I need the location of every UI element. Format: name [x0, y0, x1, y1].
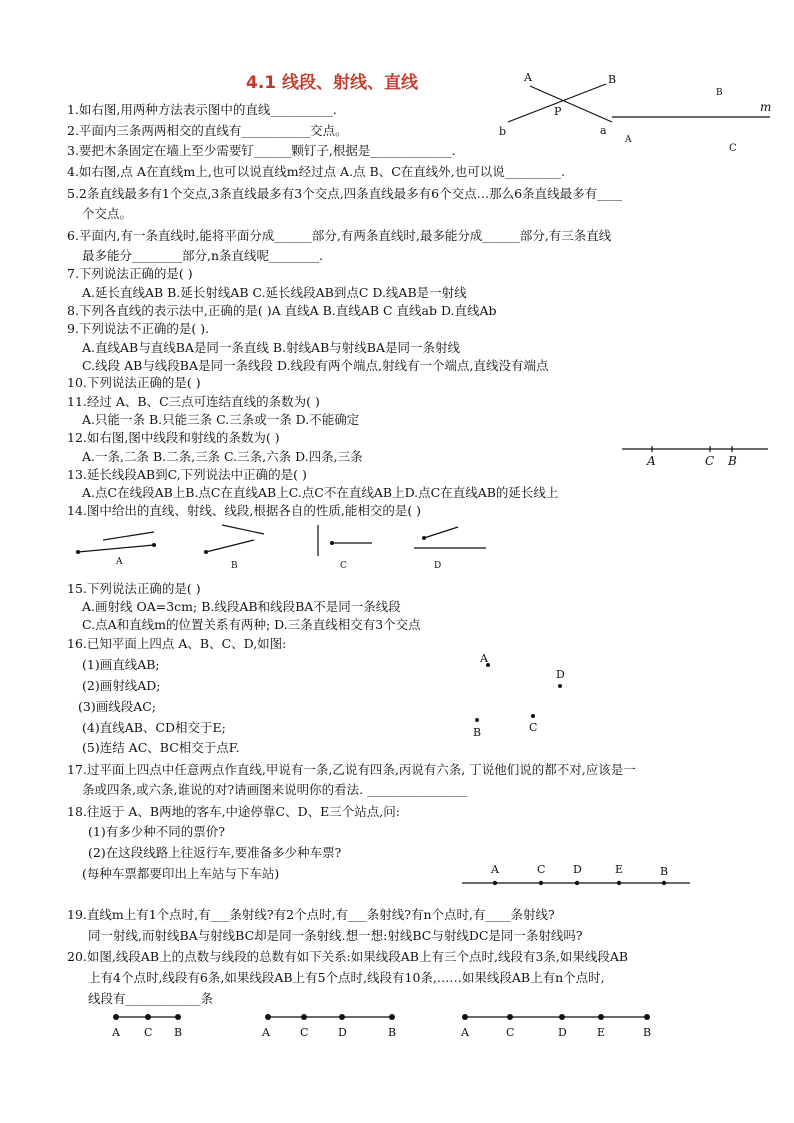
fig18-label-e: E: [615, 863, 624, 876]
fig14-a-dot2: [152, 543, 156, 547]
question-15-options-cd: C.点A和直线m的位置关系有两种; D.三条直线相交有3个交点: [82, 617, 421, 632]
fig20a-label-c: C: [144, 1026, 153, 1039]
question-19-line2: 同一射线,而射线BA与射线BC却是同一条射线.想一想:射线BC与射线DC是同一条射线吗?: [88, 928, 583, 943]
question-3: 3.要把木条固定在墙上至少需要钉______颗钉子,根据是_____________.: [67, 143, 456, 158]
fig20c-label-d: D: [558, 1026, 567, 1039]
fig4-label-b: B: [716, 88, 723, 98]
fig16-point-d: [558, 684, 562, 688]
question-20-line1: 20.如图,线段AB上的点数与线段的总数有如下关系:如果线段AB上有三个点时,线段有3条,如果线段AB: [67, 949, 629, 964]
fig14-a-dot1: [76, 550, 80, 554]
fig20b-label-a: A: [262, 1026, 270, 1039]
fig20c-label-e: E: [597, 1026, 606, 1039]
fig20a-label-b: B: [174, 1026, 183, 1039]
fig18-dot-d: [575, 881, 579, 885]
fig14-b-line: [206, 540, 254, 552]
fig20a-dot-a: [113, 1014, 119, 1020]
fig20b-dot-b: [389, 1014, 395, 1020]
question-12-options: A.一条,二条 B.二条,三条 C.三条,六条 D.四条,三条: [82, 449, 363, 464]
fig18-dot-a: [493, 881, 497, 885]
question-12: 12.如右图,图中线段和射线的条数为( ): [67, 430, 280, 445]
question-18-part1: (1)有多少种不同的票价?: [88, 824, 225, 839]
question-2: 2.平面内三条两两相交的直线有___________交点。: [67, 123, 348, 138]
fig20a-dot-c: [145, 1014, 151, 1020]
fig1-label-b: B: [608, 73, 617, 86]
question-15: 15.下列说法正确的是( ): [67, 581, 201, 596]
fig14-a-line: [78, 545, 154, 552]
fig12-label-c: C: [705, 454, 715, 468]
fig14-c-dot: [330, 541, 334, 545]
fig18-label-b: B: [660, 865, 669, 878]
fig18-dot-b: [662, 881, 666, 885]
fig14-b-dot: [204, 550, 208, 554]
question-7: 7.下列说法正确的是( ): [67, 266, 193, 281]
question-6-line1: 6.平面内,有一条直线时,能将平面分成______部分,有两条直线时,最多能分成______部分,有三条直线: [67, 228, 612, 243]
fig14-d-ray: [424, 527, 458, 538]
fig20c-label-c: C: [506, 1026, 515, 1039]
question-14: 14.图中给出的直线、射线、线段,根据各自的性质,能相交的是( ): [67, 503, 422, 518]
question-16-step3: (3)画线段AC;: [78, 699, 157, 714]
fig18-label-a: A: [491, 863, 499, 876]
question-9: 9.下列说法不正确的是( ).: [67, 321, 210, 336]
fig12-label-a: A: [647, 454, 656, 468]
fig14-label-b: B: [231, 561, 238, 571]
question-5-line2: 个交点。: [82, 206, 133, 221]
question-18-note: (每种车票都要印出上车站与下车站): [82, 866, 280, 881]
fig16-label-c: C: [529, 721, 538, 734]
question-16: 16.已知平面上四点 A、B、C、D,如图:: [67, 636, 287, 651]
question-8: 8.下列各直线的表示法中,正确的是( )A 直线A B.直线AB C 直线ab D.直线Ab: [67, 303, 497, 318]
fig14-label-c: C: [340, 561, 347, 571]
fig16-label-a: A: [480, 652, 488, 665]
fig20c-label-b: B: [643, 1026, 652, 1039]
question-13-options: A.点C在线段AB上B.点C在直线AB上C.点C不在直线AB上D.点C在直线AB的延长线上: [82, 485, 559, 500]
fig20b-label-d: D: [338, 1026, 347, 1039]
question-16-step2: (2)画射线AD;: [82, 678, 161, 693]
question-6-line2: 最多能分________部分,n条直线呢________.: [82, 248, 323, 263]
question-18: 18.往返于 A、B两地的客车,中途停靠C、D、E三个站点,问:: [67, 804, 400, 819]
question-5-line1: 5.2条直线最多有1个交点,3条直线最多有3个交点,四条直线最多有6个交点…那么6条直线最多有____: [67, 186, 623, 201]
question-11-options: A.只能一条 B.只能三条 C.三条或一条 D.不能确定: [82, 412, 360, 427]
question-17-line2: 条或四条,或六条,谁说的对?请画图来说明你的看法. ________________: [82, 782, 468, 797]
fig18-label-c: C: [537, 863, 546, 876]
question-1: 1.如右图,用两种方法表示图中的直线__________.: [67, 102, 337, 117]
fig14-label-a: A: [116, 557, 123, 567]
fig18-dot-c: [539, 881, 543, 885]
fig16-point-c: [531, 714, 535, 718]
fig20b-label-b: B: [388, 1026, 397, 1039]
question-16-step4: (4)直线AB、CD相交于E;: [82, 720, 226, 735]
question-19-line1: 19.直线m上有1个点时,有___条射线?有2个点时,有___条射线?有n个点时,有____条射线?: [67, 907, 555, 922]
fig14-label-d: D: [434, 561, 442, 571]
question-4: 4.如右图,点 A在直线m上,也可以说直线m经过点 A.点 B、C在直线外,也可以说_________.: [67, 164, 565, 179]
question-13: 13.延长线段AB到C,下列说法中正确的是( ): [67, 467, 307, 482]
fig1-line-a: [530, 86, 612, 122]
question-20-line3: 线段有____________条: [88, 991, 214, 1006]
fig18-label-d: D: [573, 863, 582, 876]
question-18-part2: (2)在这段线路上往返行车,要准备多少种车票?: [88, 845, 342, 860]
question-11: 11.经过 A、B、C三点可连结直线的条数为( ): [67, 394, 320, 409]
fig16-point-b: [475, 718, 479, 722]
fig20c-dot-d: [559, 1014, 565, 1020]
question-9-options-cd: C.线段 AB与线段BA是同一条线段 D.线段有两个端点,射线有一个端点,直线没有端点: [82, 358, 549, 373]
fig20a-label-a: A: [112, 1026, 120, 1039]
fig14-b-seg: [222, 525, 264, 534]
fig20b-dot-c: [301, 1014, 307, 1020]
fig16-label-d: D: [556, 668, 565, 681]
fig14-a-seg: [103, 532, 154, 540]
fig20c-dot-b: [644, 1014, 650, 1020]
question-15-options-ab: A.画射线 OA=3cm; B.线段AB和线段BA不是同一条线段: [82, 599, 401, 614]
fig16-label-b: B: [473, 726, 482, 739]
question-17-line1: 17.过平面上四点中任意两点作直线,甲说有一条,乙说有四条,丙说有六条, 丁说他们说的都不对,应该是一: [67, 762, 636, 777]
fig14-d-dot: [422, 536, 426, 540]
question-20-line2: 上有4个点时,线段有6条,如果线段AB上有5个点时,线段有10条,……如果线段AB上有n个点时,: [88, 970, 605, 985]
fig20c-dot-e: [598, 1014, 604, 1020]
fig18-dot-e: [617, 881, 621, 885]
fig4-label-c: C: [729, 143, 737, 154]
page-title: 4.1 线段、射线、直线: [246, 73, 419, 93]
question-10: 10.下列说法正确的是( ): [67, 375, 201, 390]
fig20c-dot-c: [507, 1014, 513, 1020]
fig20c-label-a: A: [461, 1026, 469, 1039]
question-16-step1: (1)画直线AB;: [82, 657, 160, 672]
fig1-label-b-lower: b: [499, 125, 507, 138]
fig4-label-m: m: [760, 100, 772, 114]
fig20b-label-c: C: [300, 1026, 309, 1039]
fig1-label-a-lower: a: [600, 124, 607, 137]
fig12-label-b: B: [728, 454, 737, 468]
fig20b-dot-d: [339, 1014, 345, 1020]
question-16-step5: (5)连结 AC、BC相交于点F.: [82, 740, 240, 755]
fig20c-dot-a: [462, 1014, 468, 1020]
fig4-label-a: A: [625, 135, 632, 145]
question-9-options-ab: A.直线AB与直线BA是同一条直线 B.射线AB与射线BA是同一条射线: [82, 340, 460, 355]
fig1-label-a: A: [524, 71, 532, 84]
question-7-options: A.延长直线AB B.延长射线AB C.延长线段AB到点C D.线AB是一射线: [82, 285, 467, 300]
fig1-label-p: P: [554, 105, 562, 118]
fig20b-dot-a: [265, 1014, 271, 1020]
fig20a-dot-b: [175, 1014, 181, 1020]
